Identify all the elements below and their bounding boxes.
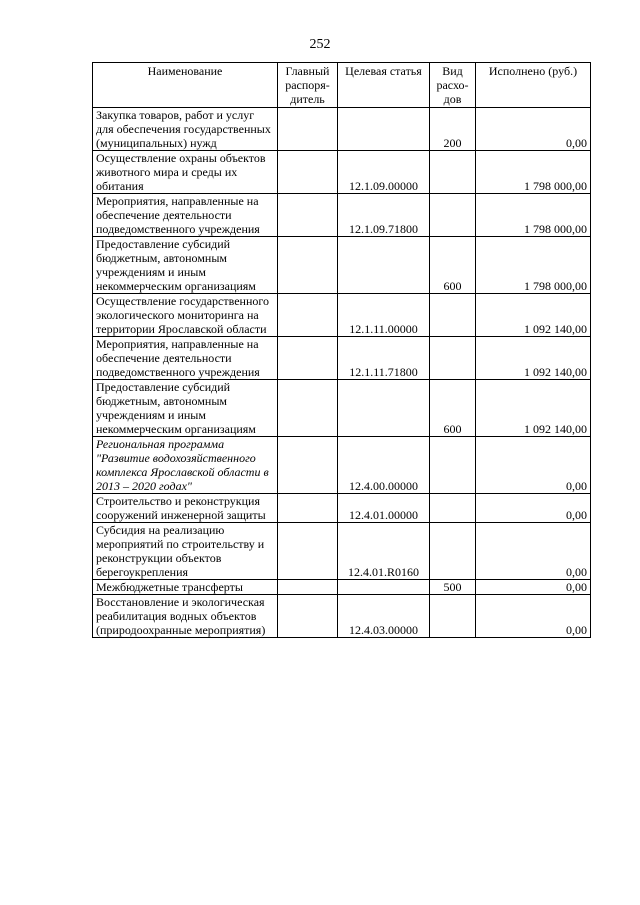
row-name-cell: Межбюджетные трансферты <box>93 580 278 595</box>
table-row <box>93 151 591 194</box>
table-row <box>93 337 591 380</box>
header-main-manager: Главный распоря-дитель <box>278 63 338 108</box>
row-target-article-cell <box>338 380 430 437</box>
row-target-article-cell: 12.1.09.71800 <box>338 194 430 237</box>
row-target-article-cell: 12.1.11.00000 <box>338 294 430 337</box>
row-expense-kind-cell: 600 <box>430 380 476 437</box>
row-target-article-cell <box>338 580 430 595</box>
row-executed-amount-cell: 1 092 140,00 <box>476 380 591 437</box>
row-main-manager-cell <box>278 523 338 580</box>
row-name-cell: Мероприятия, направленные на обеспечение деятельности подведомственного учреждения <box>93 194 278 237</box>
header-target-article: Целевая статья <box>338 63 430 108</box>
table-row <box>93 523 591 580</box>
row-target-article-cell: 12.4.00.00000 <box>338 437 430 494</box>
row-expense-kind-cell: 200 <box>430 108 476 151</box>
row-expense-kind-cell <box>430 437 476 494</box>
row-expense-kind-cell <box>430 337 476 380</box>
row-name-cell: Мероприятия, направленные на обеспечение деятельности подведомственного учреждения <box>93 337 278 380</box>
row-main-manager-cell <box>278 337 338 380</box>
table-row <box>93 380 591 437</box>
row-executed-amount-cell: 1 798 000,00 <box>476 151 591 194</box>
row-target-article-cell <box>338 108 430 151</box>
row-main-manager-cell <box>278 108 338 151</box>
row-expense-kind-cell <box>430 151 476 194</box>
row-main-manager-cell <box>278 494 338 523</box>
row-name-cell: Строительство и реконструкция сооружений инженерной защиты <box>93 494 278 523</box>
row-expense-kind-cell <box>430 494 476 523</box>
row-name-cell: Региональная программа "Развитие водохозяйственного комплекса Ярославской области в 2013 – 2020 годах" <box>93 437 278 494</box>
row-main-manager-cell <box>278 151 338 194</box>
row-name-cell: Закупка товаров, работ и услуг для обеспечения государственных (муниципальных) нужд <box>93 108 278 151</box>
table-row <box>93 595 591 638</box>
table-header-row <box>93 63 591 108</box>
row-executed-amount-cell: 1 798 000,00 <box>476 194 591 237</box>
page-number: 252 <box>309 37 331 52</box>
row-executed-amount-cell: 1 092 140,00 <box>476 294 591 337</box>
row-target-article-cell: 12.4.01.00000 <box>338 494 430 523</box>
row-target-article-cell: 12.1.11.71800 <box>338 337 430 380</box>
row-name-cell: Предоставление субсидий бюджетным, автономным учреждениям и иным некоммерческим организациям <box>93 237 278 294</box>
table-row <box>93 580 591 595</box>
header-expense-kind: Вид расхо-дов <box>430 63 476 108</box>
row-expense-kind-cell: 600 <box>430 237 476 294</box>
row-main-manager-cell <box>278 580 338 595</box>
row-target-article-cell: 12.4.03.00000 <box>338 595 430 638</box>
row-target-article-cell <box>338 237 430 294</box>
row-main-manager-cell <box>278 437 338 494</box>
row-main-manager-cell <box>278 237 338 294</box>
row-name-cell: Осуществление охраны объектов животного мира и среды их обитания <box>93 151 278 194</box>
row-executed-amount-cell: 0,00 <box>476 580 591 595</box>
row-expense-kind-cell <box>430 194 476 237</box>
row-executed-amount-cell: 0,00 <box>476 523 591 580</box>
row-expense-kind-cell <box>430 294 476 337</box>
row-target-article-cell: 12.1.09.00000 <box>338 151 430 194</box>
table-row <box>93 194 591 237</box>
row-target-article-cell: 12.4.01.R0160 <box>338 523 430 580</box>
row-executed-amount-cell: 1 092 140,00 <box>476 337 591 380</box>
row-main-manager-cell <box>278 294 338 337</box>
row-main-manager-cell <box>278 595 338 638</box>
budget-execution-table <box>92 62 591 638</box>
row-executed-amount-cell: 0,00 <box>476 108 591 151</box>
row-expense-kind-cell: 500 <box>430 580 476 595</box>
table-row <box>93 294 591 337</box>
table-row <box>93 108 591 151</box>
row-executed-amount-cell: 1 798 000,00 <box>476 237 591 294</box>
row-executed-amount-cell: 0,00 <box>476 437 591 494</box>
header-name: Наименование <box>93 63 278 108</box>
row-name-cell: Субсидия на реализацию мероприятий по строительству и реконструкции объектов берегоукрепления <box>93 523 278 580</box>
table-body <box>93 108 591 638</box>
header-executed-amount: Исполнено (руб.) <box>476 63 591 108</box>
table-row <box>93 494 591 523</box>
row-expense-kind-cell <box>430 595 476 638</box>
row-main-manager-cell <box>278 380 338 437</box>
table-row <box>93 437 591 494</box>
row-name-cell: Осуществление государственного экологического мониторинга на территории Ярославской области <box>93 294 278 337</box>
row-executed-amount-cell: 0,00 <box>476 595 591 638</box>
row-name-cell: Предоставление субсидий бюджетным, автономным учреждениям и иным некоммерческим организациям <box>93 380 278 437</box>
row-expense-kind-cell <box>430 523 476 580</box>
table-row <box>93 237 591 294</box>
row-executed-amount-cell: 0,00 <box>476 494 591 523</box>
row-name-cell: Восстановление и экологическая реабилитация водных объектов (природоохранные мероприятия) <box>93 595 278 638</box>
row-main-manager-cell <box>278 194 338 237</box>
